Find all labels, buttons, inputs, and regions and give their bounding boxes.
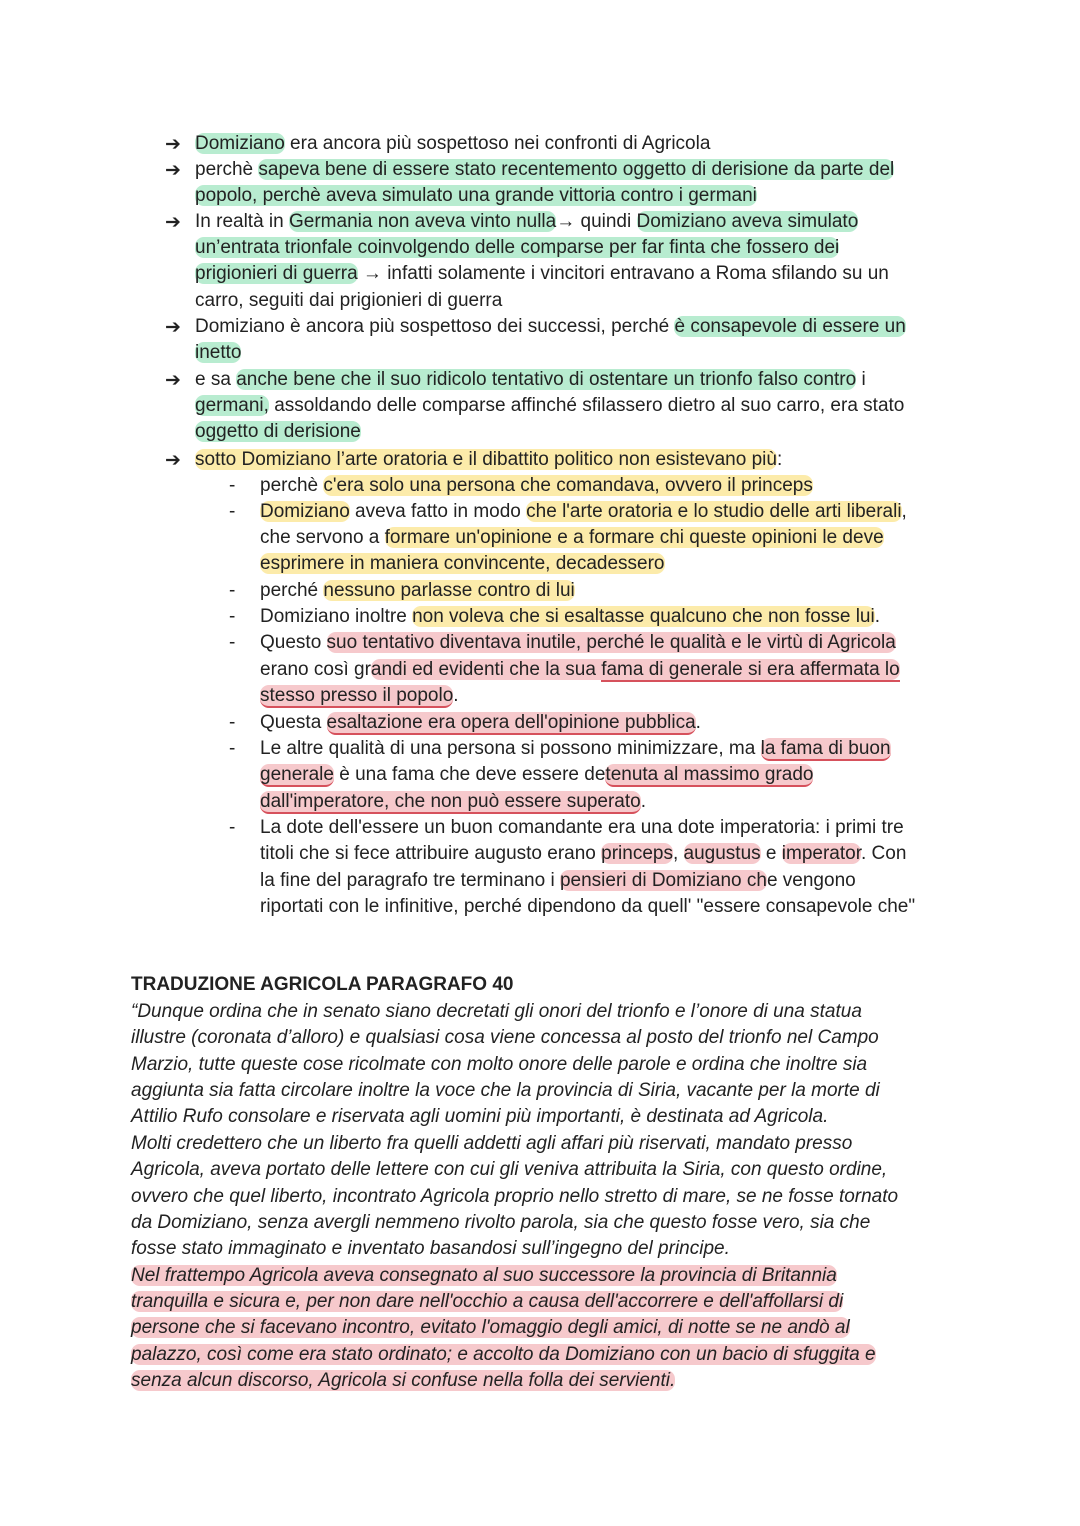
bullet-line: oggetto di derisione — [195, 421, 361, 442]
sub-line: esprimere in maniera convincente, decadessero — [260, 553, 665, 574]
bullet-line: inetto — [195, 342, 242, 363]
sub-line: Questo suo tentativo diventava inutile, perché le qualità e le virtù di Agricola — [260, 632, 896, 653]
sub-line: perché nessuno parlasse contro di lui — [260, 580, 575, 601]
bullet-line: sotto Domiziano l’arte oratoria e il dibattito politico non esistevano più: — [195, 449, 783, 470]
bullet-line: Domiziano è ancora più sospettoso dei successi, perché è consapevole di essere un — [195, 316, 906, 337]
dash-bullet: - — [229, 501, 236, 522]
sub-line: dall'imperatore, che non può essere superato. — [260, 791, 646, 812]
translation-line: Attilio Rufo consolare e riservata agli uomini più importanti, è destinata ad Agricola. — [131, 1106, 829, 1127]
dash-bullet: - — [229, 738, 236, 759]
dash-bullet: - — [229, 475, 236, 496]
translation-line: ovvero che quel liberto, incontrato Agricola proprio nello stretto di mare, se ne fosse tornato — [131, 1186, 899, 1207]
translation-line: illustre (coronata d’alloro) e qualsiasi cosa viene concessa al posto del trionfo nel Campo — [131, 1027, 879, 1048]
dash-bullet: - — [229, 632, 236, 653]
translation-line: “Dunque ordina che in senato siano decretati gli onori del trionfo e l’onore di una statua — [131, 1001, 862, 1022]
arrow-bullet-icon: ➔ — [165, 449, 181, 471]
sub-line: Domiziano aveva fatto in modo che l'arte oratoria e lo studio delle arti liberali, — [260, 501, 907, 522]
bullet-line: carro, seguiti dai prigionieri di guerra — [195, 290, 503, 311]
translation-line: Marzio, tutte queste cose ricolmate con molto onore delle parole e ordina che inoltre sia — [131, 1054, 868, 1075]
dash-bullet: - — [229, 580, 236, 601]
sub-line: La dote dell'essere un buon comandante era una dote imperatoria: i primi tre — [260, 817, 904, 838]
translation-line: palazzo, così come era stato ordinato; e accolto da Domiziano con un bacio di sfuggita e — [131, 1344, 876, 1365]
translation-line: senza alcun discorso, Agricola si confuse nella folla dei servienti. — [131, 1370, 676, 1391]
translation-line: persone che si facevano incontro, evitato l'omaggio degli amici, di notte se ne andò al — [131, 1317, 850, 1338]
bullet-line: Domiziano era ancora più sospettoso nei confronti di Agricola — [195, 133, 711, 154]
bullet-line: germani, assoldando delle comparse affinché sfilassero dietro al suo carro, era stato — [195, 395, 905, 416]
bullet-line: In realtà in Germania non aveva vinto nulla→ quindi Domiziano aveva simulato — [195, 211, 859, 232]
dash-bullet: - — [229, 712, 236, 733]
sub-line: Domiziano inoltre non voleva che si esaltasse qualcuno che non fosse lui. — [260, 606, 880, 627]
sub-line: generale è una fama che deve essere detenuta al massimo grado — [260, 764, 814, 785]
translation-line: Agricola, aveva portato delle lettere con cui gli veniva attribuita la Siria, con questo ordine, — [131, 1159, 888, 1180]
bullet-line: popolo, perchè aveva simulato una grande vittoria contro i germani — [195, 185, 757, 206]
sub-line: titoli che si fece attribuire augusto erano princeps, augustus e imperator. Con — [260, 843, 907, 864]
arrow-bullet-icon: ➔ — [165, 159, 181, 181]
sub-line: riportati con le infinitive, perché dipendono da quell' "essere consapevole che" — [260, 896, 916, 917]
sub-line: perchè c'era solo una persona che comandava, ovvero il princeps — [260, 475, 813, 496]
bullet-line: un’entrata trionfale coinvolgendo delle comparse per far finta che fossero dei — [195, 237, 840, 258]
dash-bullet: - — [229, 817, 236, 838]
sub-line: stesso presso il popolo. — [260, 685, 459, 706]
arrow-bullet-icon: ➔ — [165, 316, 181, 338]
sub-line: la fine del paragrafo tre terminano i pensieri di Domiziano che vengono — [260, 870, 856, 891]
sub-line: Questa esaltazione era opera dell'opinione pubblica. — [260, 712, 701, 733]
arrow-bullet-icon: ➔ — [165, 369, 181, 391]
bullet-line: e sa anche bene che il suo ridicolo tentativo di ostentare un trionfo falso contro i — [195, 369, 866, 390]
translation-line: Molti credettero che un liberto fra quelli addetti agli affari più riservati, mandato presso — [131, 1133, 853, 1154]
dash-bullet: - — [229, 606, 236, 627]
arrow-bullet-icon: ➔ — [165, 133, 181, 155]
section-title: TRADUZIONE AGRICOLA PARAGRAFO 40 — [131, 974, 514, 995]
bullet-line: prigionieri di guerra → infatti solamente i vincitori entravano a Roma sfilando su un — [195, 263, 889, 284]
sub-line: che servono a formare un'opinione e a formare chi queste opinioni le deve — [260, 527, 884, 548]
arrow-bullet-icon: ➔ — [165, 211, 181, 233]
translation-line: tranquilla e sicura e, per non dare nell'occhio a causa dell'accorrere e dell'affollarsi di — [131, 1291, 844, 1312]
translation-line: fosse stato immaginato e inventato basandosi sull’ingegno del principe. — [131, 1238, 730, 1259]
sub-line: Le altre qualità di una persona si possono minimizzare, ma la fama di buon — [260, 738, 891, 759]
translation-line: aggiunta sia fatta circolare inoltre la voce che la provincia di Siria, vacante per la morte di — [131, 1080, 880, 1101]
translation-line: Nel frattempo Agricola aveva consegnato al suo successore la provincia di Britannia — [131, 1265, 837, 1286]
sub-line: erano così grandi ed evidenti che la sua fama di generale si era affermata lo — [260, 659, 900, 680]
bullet-line: perchè sapeva bene di essere stato recentemento oggetto di derisione da parte del — [195, 159, 895, 180]
translation-line: da Domiziano, senza avergli nemmeno rivolto parola, sia che questo fosse vero, sia che — [131, 1212, 871, 1233]
